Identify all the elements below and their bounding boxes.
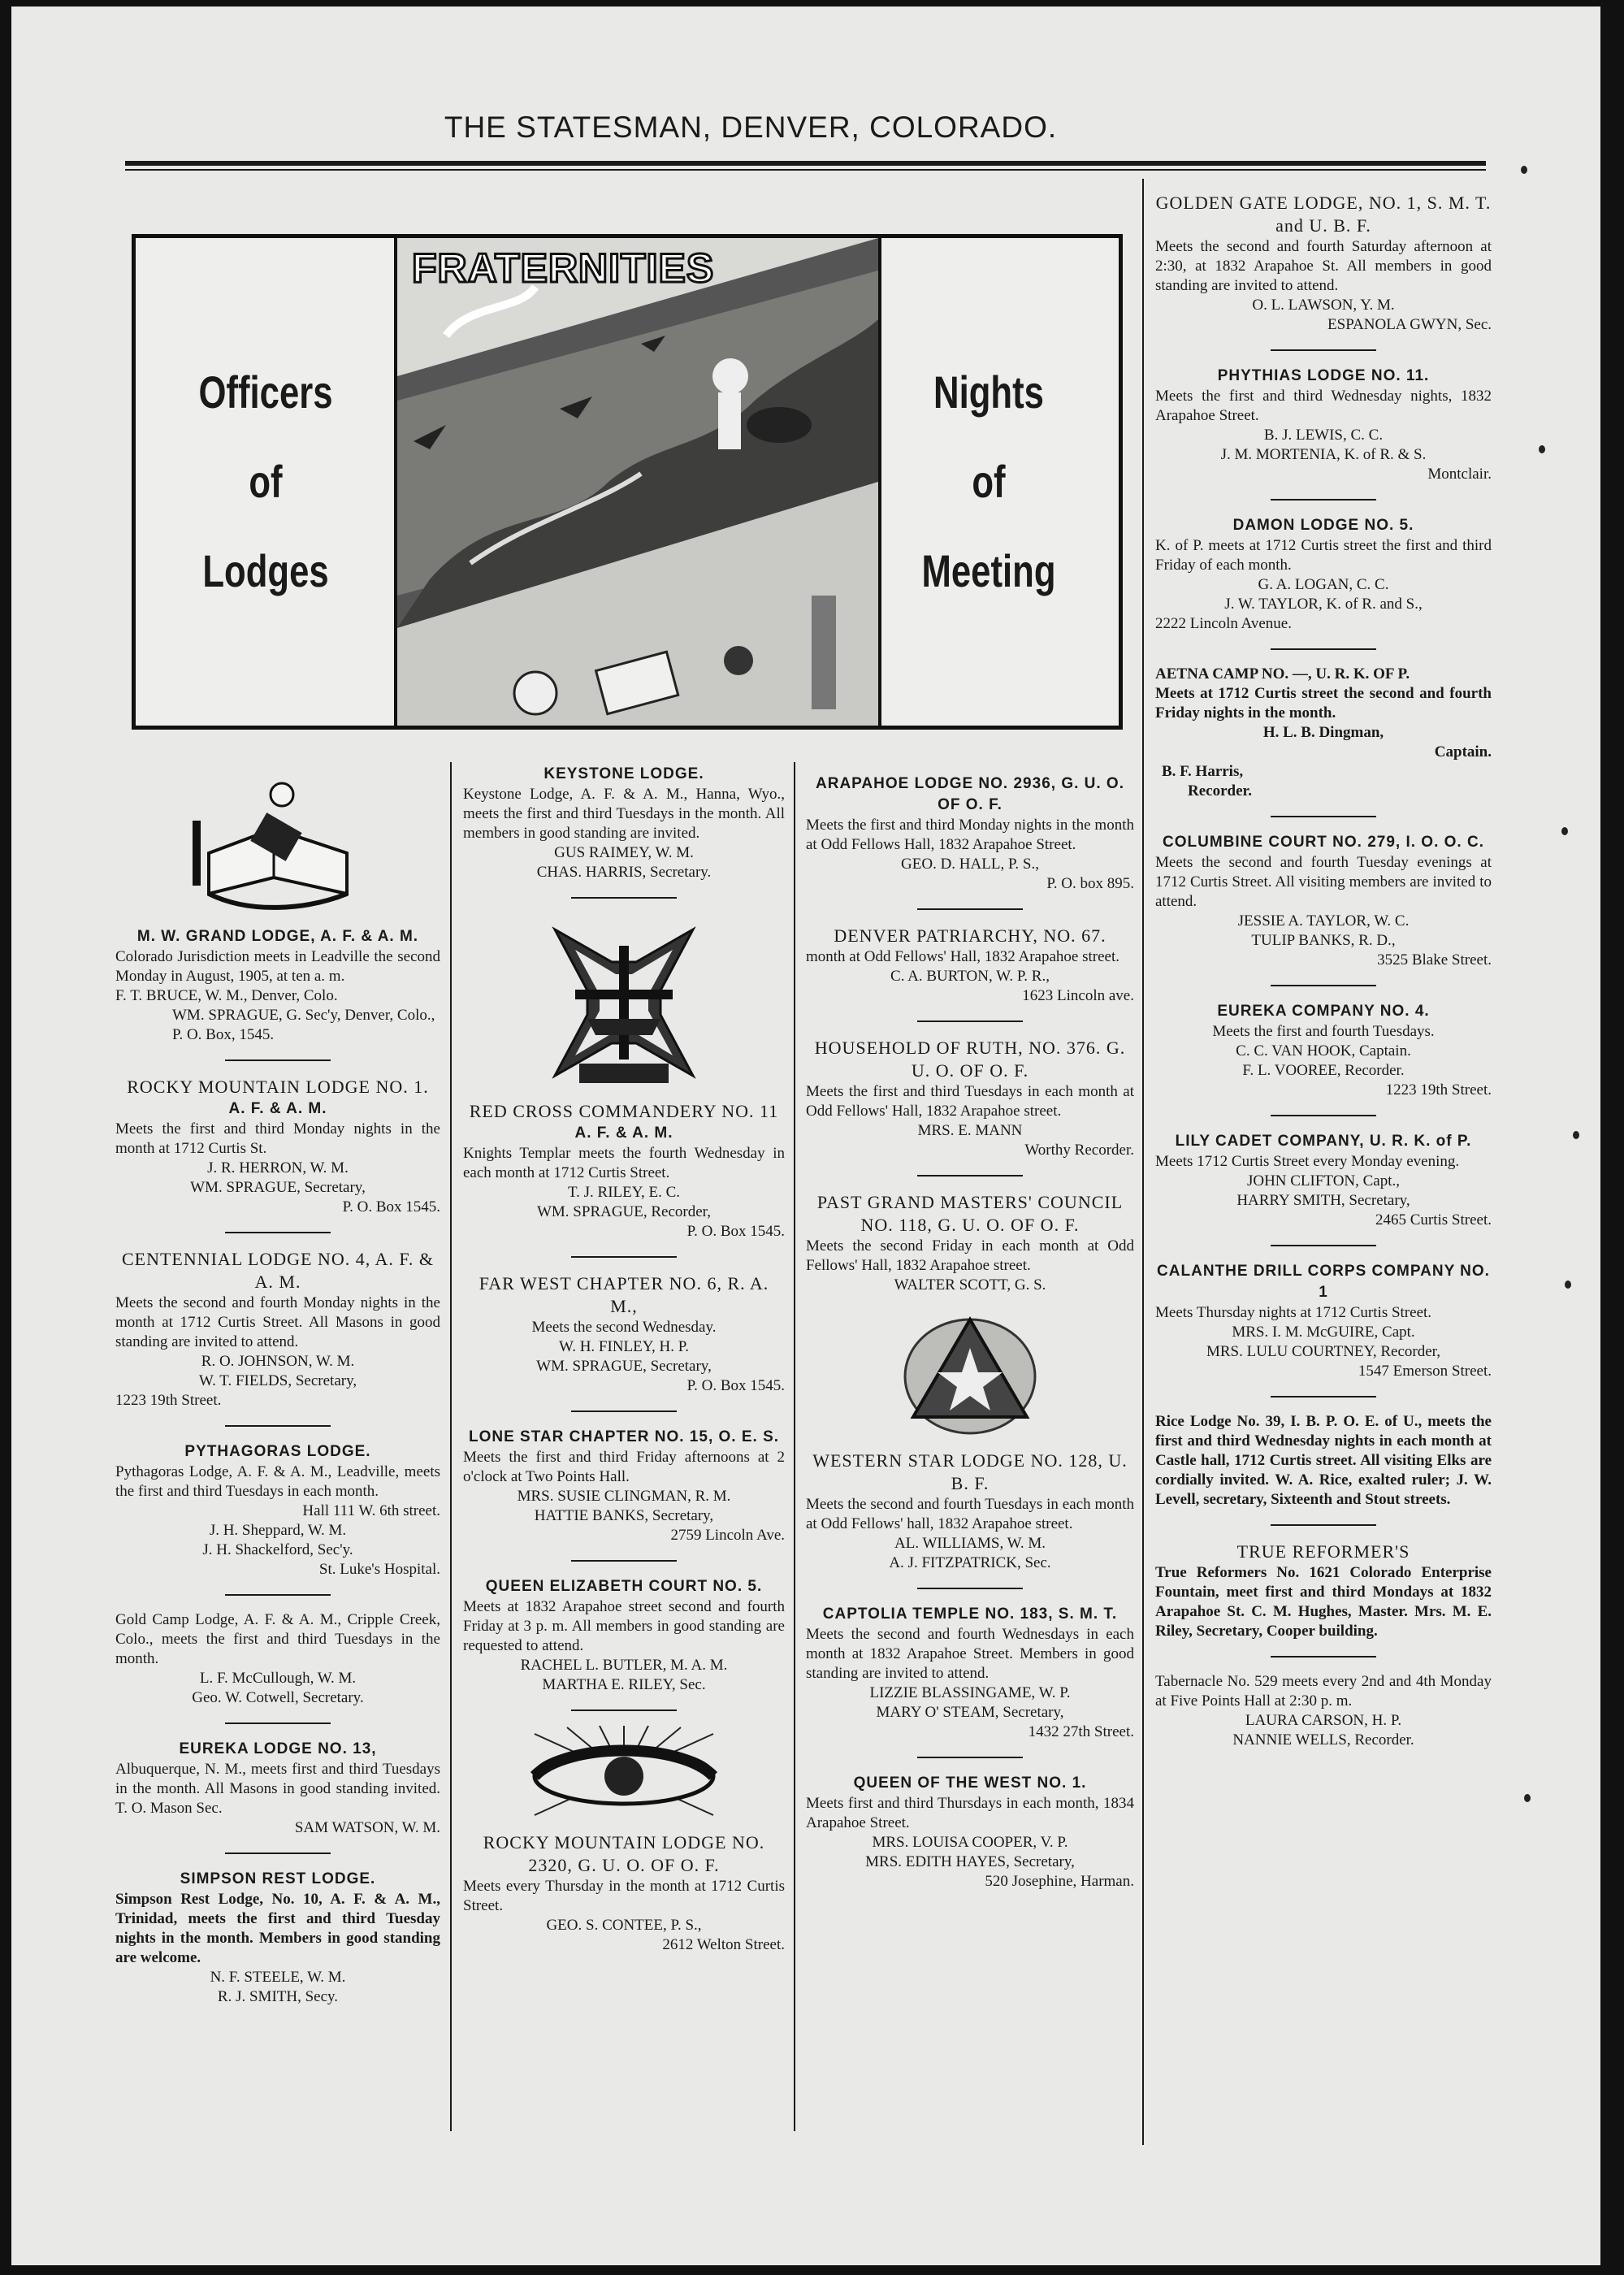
fraternities-banner	[132, 234, 1123, 730]
entry-subtitle: A. F. & A. M.	[574, 1124, 673, 1142]
entry-body: Gold Camp Lodge, A. F. & A. M., Cripple Creek, Colo., meets the first and third Tuesdays in the month.	[115, 1611, 440, 1667]
entry-body: Meets the second and fourth Wednesdays in each month at 1832 Arapahoe Street. Members in good standing are invited to attend.	[806, 1626, 1134, 1682]
banner-left-line: Lodges	[202, 545, 329, 596]
entry-officer: F. T. BRUCE, W. M., Denver, Colo.	[115, 987, 338, 1004]
entry-officer: GEO. S. CONTEE, P. S.,	[546, 1917, 702, 1934]
entry-body: Knights Templar meets the fourth Wednesday in each month at 1712 Curtis Street.	[463, 1145, 785, 1181]
entry-officer: O. L. LAWSON, Y. M.	[1252, 297, 1395, 314]
entry-title: SIMPSON REST LODGE.	[180, 1870, 376, 1887]
entry-separator	[571, 1410, 677, 1412]
column-1	[115, 764, 440, 2007]
entry-separator	[225, 1722, 331, 1724]
entry-separator	[571, 1560, 677, 1562]
entry-officer: MRS. LULU COURTNEY, Recorder,	[1206, 1343, 1440, 1360]
entry-officer: W. H. FINLEY, H. P.	[559, 1338, 689, 1355]
entry-title: HOUSEHOLD OF RUTH, NO. 376. G. U. O. OF O. F.	[814, 1038, 1126, 1081]
entry-title: QUEEN ELIZABETH COURT NO. 5.	[485, 1578, 763, 1595]
entry-officer: Hall 111 W. 6th street.	[302, 1502, 440, 1519]
entry-body: Meets 1712 Curtis Street every Monday evening.	[1155, 1153, 1460, 1170]
entry-officer: R. J. SMITH, Secy.	[217, 1988, 339, 2005]
entry-officer: 2612 Welton Street.	[662, 1936, 785, 1953]
masthead-rule	[125, 161, 1486, 166]
entry-officer: MRS. I. M. McGUIRE, Capt.	[1232, 1324, 1415, 1341]
entry-officer: J. M. MORTENIA, K. of R. & S.	[1220, 446, 1427, 463]
entry-title: ARAPAHOE LODGE NO. 2936, G. U. O. OF O. F.	[816, 775, 1124, 813]
entry-officer: Worthy Recorder.	[1024, 1142, 1134, 1159]
entry-officer: WM. SPRAGUE, Secretary,	[536, 1358, 712, 1375]
entry-officer: B. J. LEWIS, C. C.	[1263, 427, 1384, 444]
entry-officer: LIZZIE BLASSINGAME, W. P.	[869, 1684, 1071, 1701]
entry-officer: P. O. Box 1545.	[342, 1198, 440, 1216]
entry-officer: G. A. LOGAN, C. C.	[1258, 576, 1389, 593]
entry-title: KEYSTONE LODGE.	[543, 765, 704, 782]
entry-officer: P. O. Box 1545.	[686, 1223, 785, 1240]
entry-separator	[225, 1060, 331, 1061]
entry-title: GOLDEN GATE LODGE, NO. 1, S. M. T. and U. B. F.	[1155, 193, 1492, 236]
entry-officer: H. L. B. Dingman,	[1262, 724, 1384, 741]
entry-officer: GEO. D. HALL, P. S.,	[901, 856, 1039, 873]
entry-title: M. W. GRAND LODGE, A. F. & A. M.	[136, 928, 419, 945]
entry-officer: JESSIE A. TAYLOR, W. C.	[1237, 912, 1410, 930]
entry-separator	[571, 1710, 677, 1711]
entry-separator	[1271, 499, 1376, 500]
entry-officer: W. T. FIELDS, Secretary,	[198, 1372, 357, 1389]
entry-body: Meets at 1832 Arapahoe street second and fourth Friday at 3 p. m. All members in good standing are requested to attend.	[463, 1598, 785, 1654]
entry-title: LILY CADET COMPANY, U. R. K. of P.	[1175, 1133, 1472, 1150]
entry-body: Meets the first and third Monday nights in the month at Odd Fellows Hall, 1832 Arapahoe Street.	[806, 817, 1134, 853]
entry-body: Meets first and third Thursdays in each month, 1834 Arapahoe Street.	[806, 1795, 1134, 1831]
entry-officer: LAURA CARSON, H. P.	[1245, 1712, 1402, 1729]
entry-body: Rice Lodge No. 39, I. B. P. O. E. of U., meets the first and third Wednesday nights in each month at Castle hall, 1712 Curtis street. All visiting Elks are cordially invited. W. A. Rice, exalted ruler; J. W. Levell, secretary, Sixteenth and Stout streets.	[1155, 1413, 1492, 1508]
entry-officer: 2465 Curtis Street.	[1375, 1211, 1492, 1228]
entry-body: month at Odd Fellows' Hall, 1832 Arapahoe street.	[806, 948, 1119, 965]
entry-body: Tabernacle No. 529 meets every 2nd and 4th Monday at Five Points Hall at 2:30 p. m.	[1155, 1673, 1492, 1710]
entry-title: FAR WEST CHAPTER NO. 6, R. A. M.,	[479, 1273, 769, 1316]
open-book-emblem	[184, 772, 371, 918]
ink-speck	[1539, 445, 1545, 453]
banner-illustration	[394, 238, 881, 726]
banner-left-line: Officers	[198, 366, 333, 418]
entry-officer: MRS. EDITH HAYES, Secretary,	[865, 1853, 1075, 1870]
entry-officer: GUS RAIMEY, W. M.	[554, 844, 694, 861]
entry-officer: TULIP BANKS, R. D.,	[1251, 932, 1396, 949]
entry-officer: C. C. VAN HOOK, Captain.	[1236, 1042, 1411, 1060]
entry-officer: L. F. McCullough, W. M.	[199, 1670, 357, 1687]
entry-separator	[917, 1020, 1023, 1022]
entry-title: CENTENNIAL LODGE NO. 4, A. F. & A. M.	[121, 1249, 435, 1292]
entry-officer: 520 Josephine, Harman.	[985, 1873, 1134, 1890]
entry-officer: RACHEL L. BUTLER, M. A. M.	[520, 1657, 728, 1674]
entry-officer: C. A. BURTON, W. P. R.,	[890, 968, 1050, 985]
banner-left-panel	[164, 238, 367, 726]
entry-title: DENVER PATRIARCHY, NO. 67.	[834, 925, 1106, 946]
triangle-star-emblem	[897, 1303, 1043, 1441]
banner-right-panel	[887, 238, 1090, 726]
entry-officer: MRS. SUSIE CLINGMAN, R. M.	[517, 1488, 731, 1505]
entry-separator	[1271, 1524, 1376, 1526]
entry-separator	[225, 1425, 331, 1427]
entry-body: Meets the second Friday in each month at Odd Fellows' Hall, 1832 Arapahoe street.	[806, 1237, 1134, 1274]
entry-officer: 3525 Blake Street.	[1377, 951, 1492, 968]
entry-title: COLUMBINE COURT NO. 279, I. O. O. C.	[1163, 834, 1484, 851]
entry-officer: T. J. RILEY, E. C.	[567, 1184, 681, 1201]
banner-right-line: Meeting	[921, 545, 1056, 596]
entry-separator	[1271, 985, 1376, 986]
column-4	[1155, 192, 1492, 1750]
column-rule	[450, 762, 452, 2131]
entry-separator	[1271, 816, 1376, 817]
ink-speck	[1521, 166, 1527, 174]
entry-title: EUREKA LODGE NO. 13,	[179, 1740, 377, 1757]
entry-body: Pythagoras Lodge, A. F. & A. M., Leadville, meets the first and third Tuesdays in each month.	[115, 1463, 440, 1500]
column-rule	[1142, 179, 1144, 2145]
entry-title: DAMON LODGE NO. 5.	[1232, 517, 1414, 534]
all-seeing-eye-emblem	[518, 1726, 730, 1823]
entry-officer: B. F. Harris,	[1162, 763, 1244, 780]
entry-body: Meets Thursday nights at 1712 Curtis Street.	[1155, 1304, 1432, 1321]
entry-officer: WM. SPRAGUE, Secretary,	[190, 1179, 366, 1196]
entry-separator	[225, 1594, 331, 1596]
entry-body: Meets the second and fourth Tuesday evenings at 1712 Curtis Street. All visiting members are invited to attend.	[1155, 854, 1492, 910]
column-rule	[794, 762, 795, 2131]
entry-body: Colorado Jurisdiction meets in Leadville the second Monday in August, 1905, at ten a. m.	[115, 948, 440, 985]
entry-body: Meets the first and third Wednesday nights, 1832 Arapahoe Street.	[1155, 388, 1492, 424]
entry-officer: 1223 19th Street.	[1385, 1081, 1492, 1098]
entry-officer: J. H. Shackelford, Sec'y.	[202, 1541, 353, 1558]
entry-officer: 2222 Lincoln Avenue.	[1155, 615, 1292, 632]
entry-body: Simpson Rest Lodge, No. 10, A. F. & A. M., Trinidad, meets the first and third Tuesday nights in the month. Members in good standing are welcome.	[115, 1891, 440, 1966]
entry-officer: Montclair.	[1427, 466, 1492, 483]
entry-title: AETNA CAMP NO. —, U. R. K. OF P.	[1155, 665, 1410, 682]
entry-officer: ESPANOLA GWYN, Sec.	[1327, 316, 1492, 333]
entry-officer: WM. SPRAGUE, Recorder,	[536, 1203, 712, 1220]
column-3	[806, 774, 1134, 1892]
entry-body: Albuquerque, N. M., meets first and third Tuesdays in the month. All Masons in good standing invited. T. O. Mason Sec.	[115, 1761, 440, 1817]
entry-title: TRUE REFORMER'S	[1236, 1541, 1410, 1562]
entry-body: Meets the first and fourth Tuesdays.	[1212, 1023, 1435, 1040]
masthead-rule-thin	[125, 169, 1486, 171]
entry-separator	[225, 1232, 331, 1233]
entry-officer: HATTIE BANKS, Secretary,	[534, 1507, 714, 1524]
entry-title: RED CROSS COMMANDERY NO. 11	[469, 1101, 779, 1121]
newspaper-page	[11, 6, 1600, 2265]
entry-separator	[1271, 1115, 1376, 1116]
entry-officer: 1223 19th Street.	[115, 1392, 222, 1409]
banner-title: FRATERNITIES	[412, 245, 715, 291]
entry-officer: MRS. LOUISA COOPER, V. P.	[872, 1834, 1068, 1851]
entry-officer: A. J. FITZPATRICK, Sec.	[889, 1554, 1051, 1571]
entry-subtitle: A. F. & A. M.	[228, 1100, 327, 1117]
entry-body: True Reformers No. 1621 Colorado Enterprise Fountain, meet first and third Mondays at 1832 Arapahoe St. C. M. Hughes, Master. Mrs. M. E. Riley, Secretary, Cooper building.	[1155, 1564, 1492, 1640]
entry-officer: SAM WATSON, W. M.	[294, 1819, 440, 1836]
entry-title: CAPTOLIA TEMPLE NO. 183, S. M. T.	[822, 1606, 1118, 1623]
entry-officer: R. O. JOHNSON, W. M.	[201, 1353, 355, 1370]
entry-body: Meets the second and fourth Monday nights in the month at 1712 Curtis Street. All Masons in good standing are invited to attend.	[115, 1294, 440, 1350]
banner-right-line: of	[972, 456, 1006, 507]
entry-body: Meets the second and fourth Saturday afternoon at 2:30, at 1832 Arapahoe St. All members in good standing are invited to attend.	[1155, 238, 1492, 294]
column-2	[463, 764, 785, 1955]
entry-officer: 2759 Lincoln Ave.	[670, 1527, 785, 1544]
entry-officer: AL. WILLIAMS, W. M.	[894, 1535, 1046, 1552]
entry-separator	[917, 1757, 1023, 1758]
entry-body: Meets the second and fourth Tuesdays in each month at Odd Fellows' hall, 1832 Arapahoe street.	[806, 1496, 1134, 1532]
entry-separator	[917, 908, 1023, 910]
entry-title: QUEEN OF THE WEST NO. 1.	[853, 1774, 1087, 1792]
entry-officer: JOHN CLIFTON, Capt.,	[1246, 1172, 1401, 1190]
entry-body: Keystone Lodge, A. F. & A. M., Hanna, Wyo., meets the first and third Tuesdays in the month. All members in good standing are invited.	[463, 786, 785, 842]
ink-speck	[1573, 1131, 1579, 1139]
banner-right-line: Nights	[933, 366, 1044, 418]
entry-title: WESTERN STAR LODGE NO. 128, U. B. F.	[812, 1450, 1128, 1493]
entry-title: PYTHAGORAS LODGE.	[184, 1443, 371, 1460]
entry-body: Meets the first and third Friday afternoons at 2 o'clock at Two Points Hall.	[463, 1449, 785, 1485]
ink-speck	[1561, 827, 1568, 835]
entry-officer: F. L. VOOREE, Recorder.	[1242, 1062, 1405, 1079]
entry-separator	[1271, 349, 1376, 351]
entry-title: EUREKA COMPANY NO. 4.	[1217, 1003, 1430, 1020]
entry-separator	[1271, 1656, 1376, 1658]
entry-officer: NANNIE WELLS, Recorder.	[1232, 1731, 1414, 1748]
entry-officer: WM. SPRAGUE, G. Sec'y, Denver, Colo., P. O. Box, 1545.	[172, 1007, 435, 1043]
entry-body: Meets the second Wednesday.	[531, 1319, 717, 1336]
entry-separator	[917, 1588, 1023, 1589]
entry-officer: J. H. Sheppard, W. M.	[209, 1522, 347, 1539]
entry-separator	[1271, 1396, 1376, 1398]
ink-speck	[1565, 1280, 1571, 1289]
entry-officer: J. R. HERRON, W. M.	[207, 1159, 349, 1176]
entry-body: Meets the first and third Monday nights in the month at 1712 Curtis St.	[115, 1120, 440, 1157]
entry-officer: 1547 Emerson Street.	[1358, 1363, 1492, 1380]
entry-title: PHYTHIAS LODGE NO. 11.	[1217, 367, 1430, 384]
entry-title: LONE STAR CHAPTER NO. 15, O. E. S.	[468, 1428, 780, 1445]
entry-officer: CHAS. HARRIS, Secretary.	[536, 864, 712, 881]
templar-cross-emblem	[539, 913, 709, 1092]
entry-officer: Captain.	[1434, 743, 1492, 760]
entry-officer: Recorder.	[1188, 782, 1252, 800]
entry-officer: MARY O' STEAM, Secretary,	[876, 1704, 1064, 1721]
entry-separator	[225, 1852, 331, 1854]
entry-body: K. of P. meets at 1712 Curtis street the first and third Friday of each month.	[1155, 537, 1492, 574]
entry-title: PAST GRAND MASTERS' COUNCIL NO. 118, G. U. O. OF O. F.	[816, 1192, 1124, 1235]
masthead: THE STATESMAN, DENVER, COLORADO.	[444, 110, 1058, 144]
entry-officer: WALTER SCOTT, G. S.	[894, 1276, 1046, 1294]
banner-left-line: of	[249, 456, 283, 507]
entry-separator	[917, 1175, 1023, 1176]
entry-officer: Geo. W. Cotwell, Secretary.	[192, 1689, 364, 1706]
entry-officer: P. O. Box 1545.	[686, 1377, 785, 1394]
entry-title: ROCKY MOUNTAIN LODGE NO. 2320, G. U. O. OF O. F.	[483, 1832, 765, 1875]
entry-title: ROCKY MOUNTAIN LODGE NO. 1.	[127, 1077, 429, 1097]
entry-separator	[571, 897, 677, 899]
entry-officer: HARRY SMITH, Secretary,	[1236, 1192, 1410, 1209]
entry-body: Meets the first and third Tuesdays in each month at Odd Fellows' Hall, 1832 Arapahoe street.	[806, 1083, 1134, 1120]
entry-body: Meets every Thursday in the month at 1712 Curtis Street.	[463, 1878, 785, 1914]
entry-officer: 1432 27th Street.	[1028, 1723, 1134, 1740]
entry-officer: N. F. STEELE, W. M.	[210, 1969, 346, 1986]
entry-officer: J. W. TAYLOR, K. of R. and S.,	[1224, 596, 1423, 613]
ink-speck	[1524, 1794, 1531, 1802]
entry-officer: MARTHA E. RILEY, Sec.	[542, 1676, 706, 1693]
entry-officer: St. Luke's Hospital.	[318, 1561, 440, 1578]
entry-separator	[1271, 1245, 1376, 1246]
fraternities-engraving	[397, 238, 878, 726]
entry-body: Meets at 1712 Curtis street the second and fourth Friday nights in the month.	[1155, 685, 1492, 722]
entry-officer: P. O. box 895.	[1046, 875, 1134, 892]
entry-separator	[1271, 648, 1376, 650]
entry-officer: MRS. E. MANN	[917, 1122, 1023, 1139]
entry-title: CALANTHE DRILL CORPS COMPANY NO. 1	[1157, 1263, 1490, 1301]
entry-officer: 1623 Lincoln ave.	[1022, 987, 1134, 1004]
entry-separator	[571, 1256, 677, 1258]
